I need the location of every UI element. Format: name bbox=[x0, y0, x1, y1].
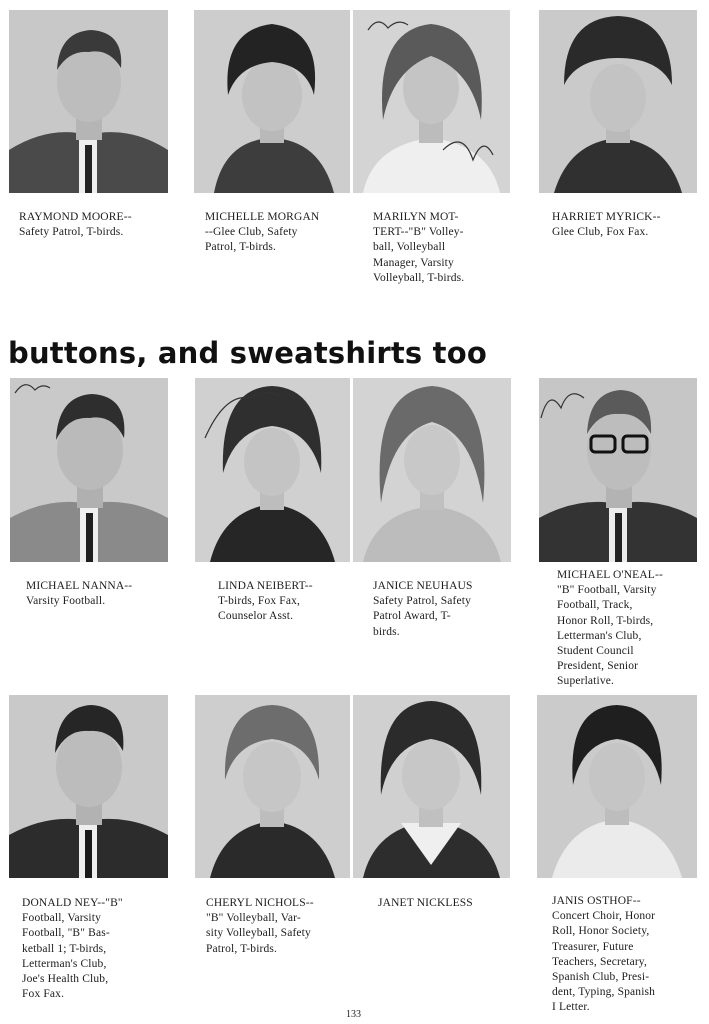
student-name: MICHAEL NANNA-- bbox=[26, 580, 133, 592]
portrait-photo-marilyn-mottert bbox=[353, 10, 510, 193]
student-activities: T-birds, Fox Fax, Counselor Asst. bbox=[218, 595, 300, 623]
student-name: LINDA NEIBERT-- bbox=[218, 580, 313, 592]
student-activities: Football, Varsity Football, "B" Bas- ketball 1; T-birds, Letterman's Club, Joe's Health Club, Fox Fax. bbox=[22, 912, 110, 1001]
student-activities: Safety Patrol, T-birds. bbox=[19, 226, 124, 239]
student-activities: Concert Choir, Honor Roll, Honor Society, Treasurer, Future Teachers, Secretary, Spanish Club, Presi- dent, Typing, Spanish I Letter. bbox=[552, 910, 656, 1014]
page-headline: buttons, and sweatshirts too bbox=[8, 336, 487, 370]
portrait-caption-cheryl-nichols bbox=[206, 896, 314, 957]
student-name: JANET NICKLESS bbox=[378, 897, 473, 909]
portrait-photo-janice-neuhaus bbox=[353, 378, 511, 562]
page-number: 133 bbox=[346, 1009, 361, 1020]
student-name: HARRIET MYRICK-- bbox=[552, 211, 661, 223]
portrait-caption-raymond-moore bbox=[19, 210, 132, 240]
portrait-caption-marilyn-mottert bbox=[373, 210, 464, 286]
portrait-photo-linda-neibert bbox=[195, 378, 350, 562]
portrait-photo-michelle-morgan bbox=[194, 10, 350, 193]
student-name: MARILYN MOT- bbox=[373, 211, 459, 223]
portrait-photo-michael-nanna bbox=[10, 378, 168, 562]
student-name: JANICE NEUHAUS bbox=[373, 580, 473, 592]
portrait-caption-donald-ney bbox=[22, 896, 123, 1002]
student-activities: Varsity Football. bbox=[26, 595, 106, 608]
student-activities: TERT--"B" Volley- ball, Volleyball Manager, Varsity Volleyball, T-birds. bbox=[373, 226, 465, 284]
portrait-photo-michael-oneal bbox=[539, 378, 697, 562]
student-name: DONALD NEY--"B" bbox=[22, 897, 123, 909]
student-activities: "B" Volleyball, Var- sity Volleyball, Safety Patrol, T-birds. bbox=[206, 912, 311, 955]
portrait-caption-michael-oneal bbox=[557, 568, 663, 690]
student-name: MICHAEL O'NEAL-- bbox=[557, 569, 663, 581]
portrait-caption-michael-nanna bbox=[26, 579, 132, 609]
portrait-photo-raymond-moore bbox=[9, 10, 168, 193]
portrait-photo-cheryl-nichols bbox=[195, 695, 350, 878]
student-activities: "B" Football, Varsity Football, Track, Honor Roll, T-birds, Letterman's Club, Student Council President, Senior Superlative. bbox=[557, 584, 657, 688]
student-name: CHERYL NICHOLS-- bbox=[206, 897, 314, 909]
portrait-caption-harriet-myrick bbox=[552, 210, 661, 240]
student-activities: Safety Patrol, Safety Patrol Award, T- birds. bbox=[373, 595, 472, 638]
student-activities: Glee Club, Fox Fax. bbox=[552, 226, 649, 239]
student-name: JANIS OSTHOF-- bbox=[552, 895, 641, 907]
portrait-photo-janet-nickless bbox=[353, 695, 510, 878]
portrait-caption-janis-osthof bbox=[552, 894, 655, 1016]
portrait-photo-harriet-myrick bbox=[539, 10, 697, 193]
student-activities: --Glee Club, Safety Patrol, T-birds. bbox=[205, 226, 298, 254]
portrait-photo-donald-ney bbox=[9, 695, 168, 878]
portrait-caption-janice-neuhaus bbox=[373, 579, 473, 640]
portrait-caption-janet-nickless bbox=[378, 896, 473, 911]
portrait-caption-michelle-morgan bbox=[205, 210, 319, 256]
portrait-caption-linda-neibert bbox=[218, 579, 313, 625]
portrait-photo-janis-osthof bbox=[537, 695, 697, 878]
student-name: MICHELLE MORGAN bbox=[205, 211, 320, 223]
student-name: RAYMOND MOORE-- bbox=[19, 211, 132, 223]
